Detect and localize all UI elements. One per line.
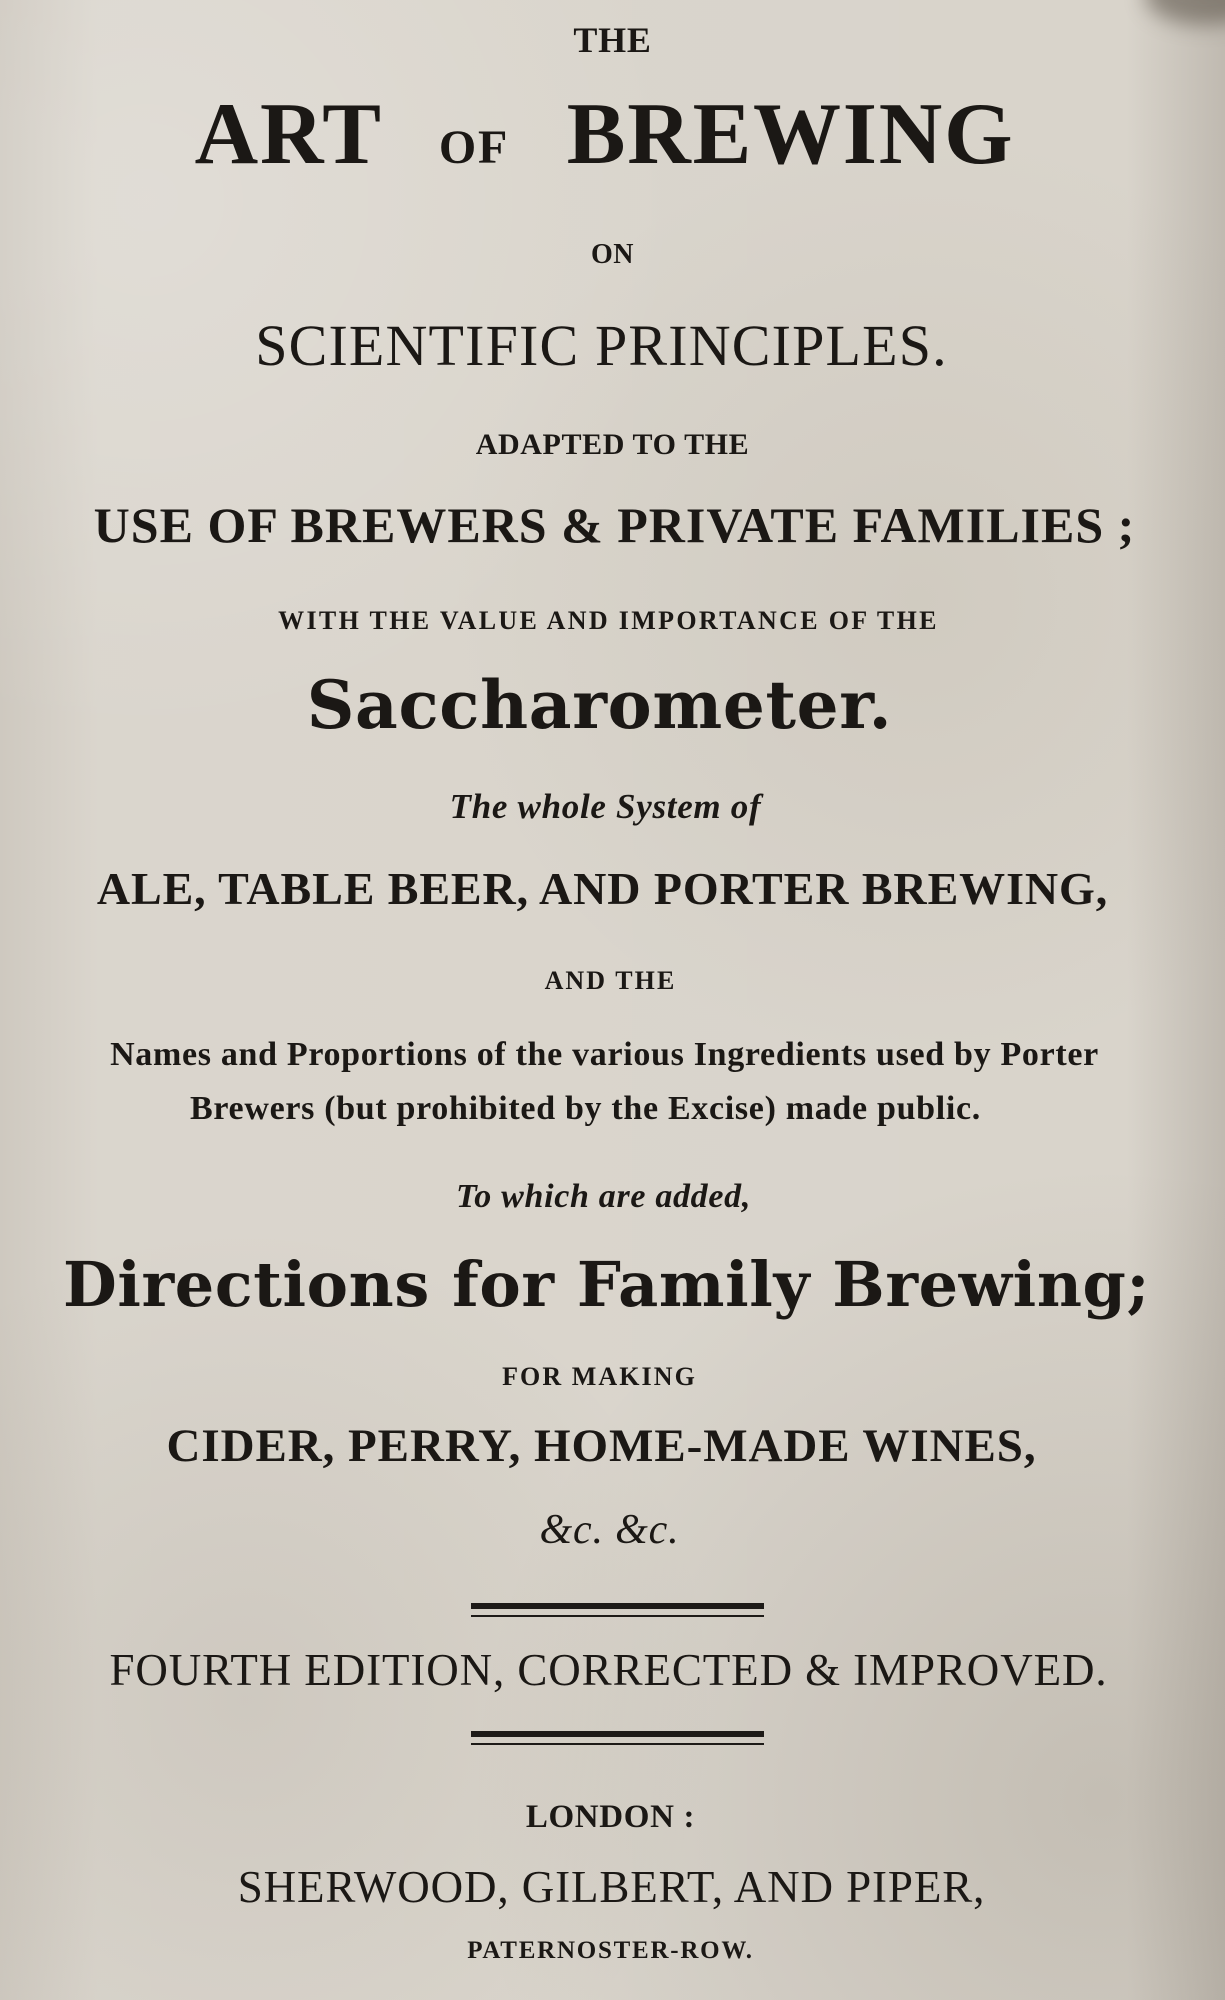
line-etc: &c. &c. [539,1507,680,1553]
line-address: PATERNOSTER-ROW. [467,1937,754,1964]
line-and-the: AND THE [544,966,677,995]
line-adapted: ADAPTED TO THE [475,428,750,461]
line-saccharometer: Saccharometer. [306,666,893,744]
line-on: ON [590,239,635,270]
line-publisher: SHERWOOD, GILBERT, AND PIPER, [237,1862,986,1912]
title-art: ART [194,86,382,183]
line-for-making: FOR MAKING [502,1362,697,1391]
line-use-of-brewers: USE OF BREWERS & PRIVATE FAMILIES ; [93,497,1136,553]
line-names-2: Brewers (but prohibited by the Excise) made public. [190,1090,981,1127]
line-edition: FOURTH EDITION, CORRECTED & IMPROVED. [109,1645,1108,1695]
line-whole-system: The whole System of [449,787,762,826]
line-scientific-principles: SCIENTIFIC PRINCIPLES. [255,313,948,378]
line-ale-table: ALE, TABLE BEER, AND PORTER BREWING, [96,863,1109,914]
title-of: OF [438,121,510,174]
line-the: THE [573,20,652,60]
line-to-which: To which are added, [455,1178,751,1215]
line-names-1: Names and Proportions of the various Ingredients used by Porter [110,1036,1099,1073]
title-brewing: BREWING [566,86,1015,183]
line-directions: Directions for Family Brewing; [62,1248,1151,1321]
title-line [0,86,1217,183]
top-rule [471,1603,764,1617]
bottom-rule [471,1731,764,1745]
line-cider: CIDER, PERRY, HOME-MADE WINES, [166,1420,1037,1472]
line-with-value: WITH THE VALUE AND IMPORTANCE OF THE [278,606,939,635]
line-london: LONDON : [525,1799,696,1835]
